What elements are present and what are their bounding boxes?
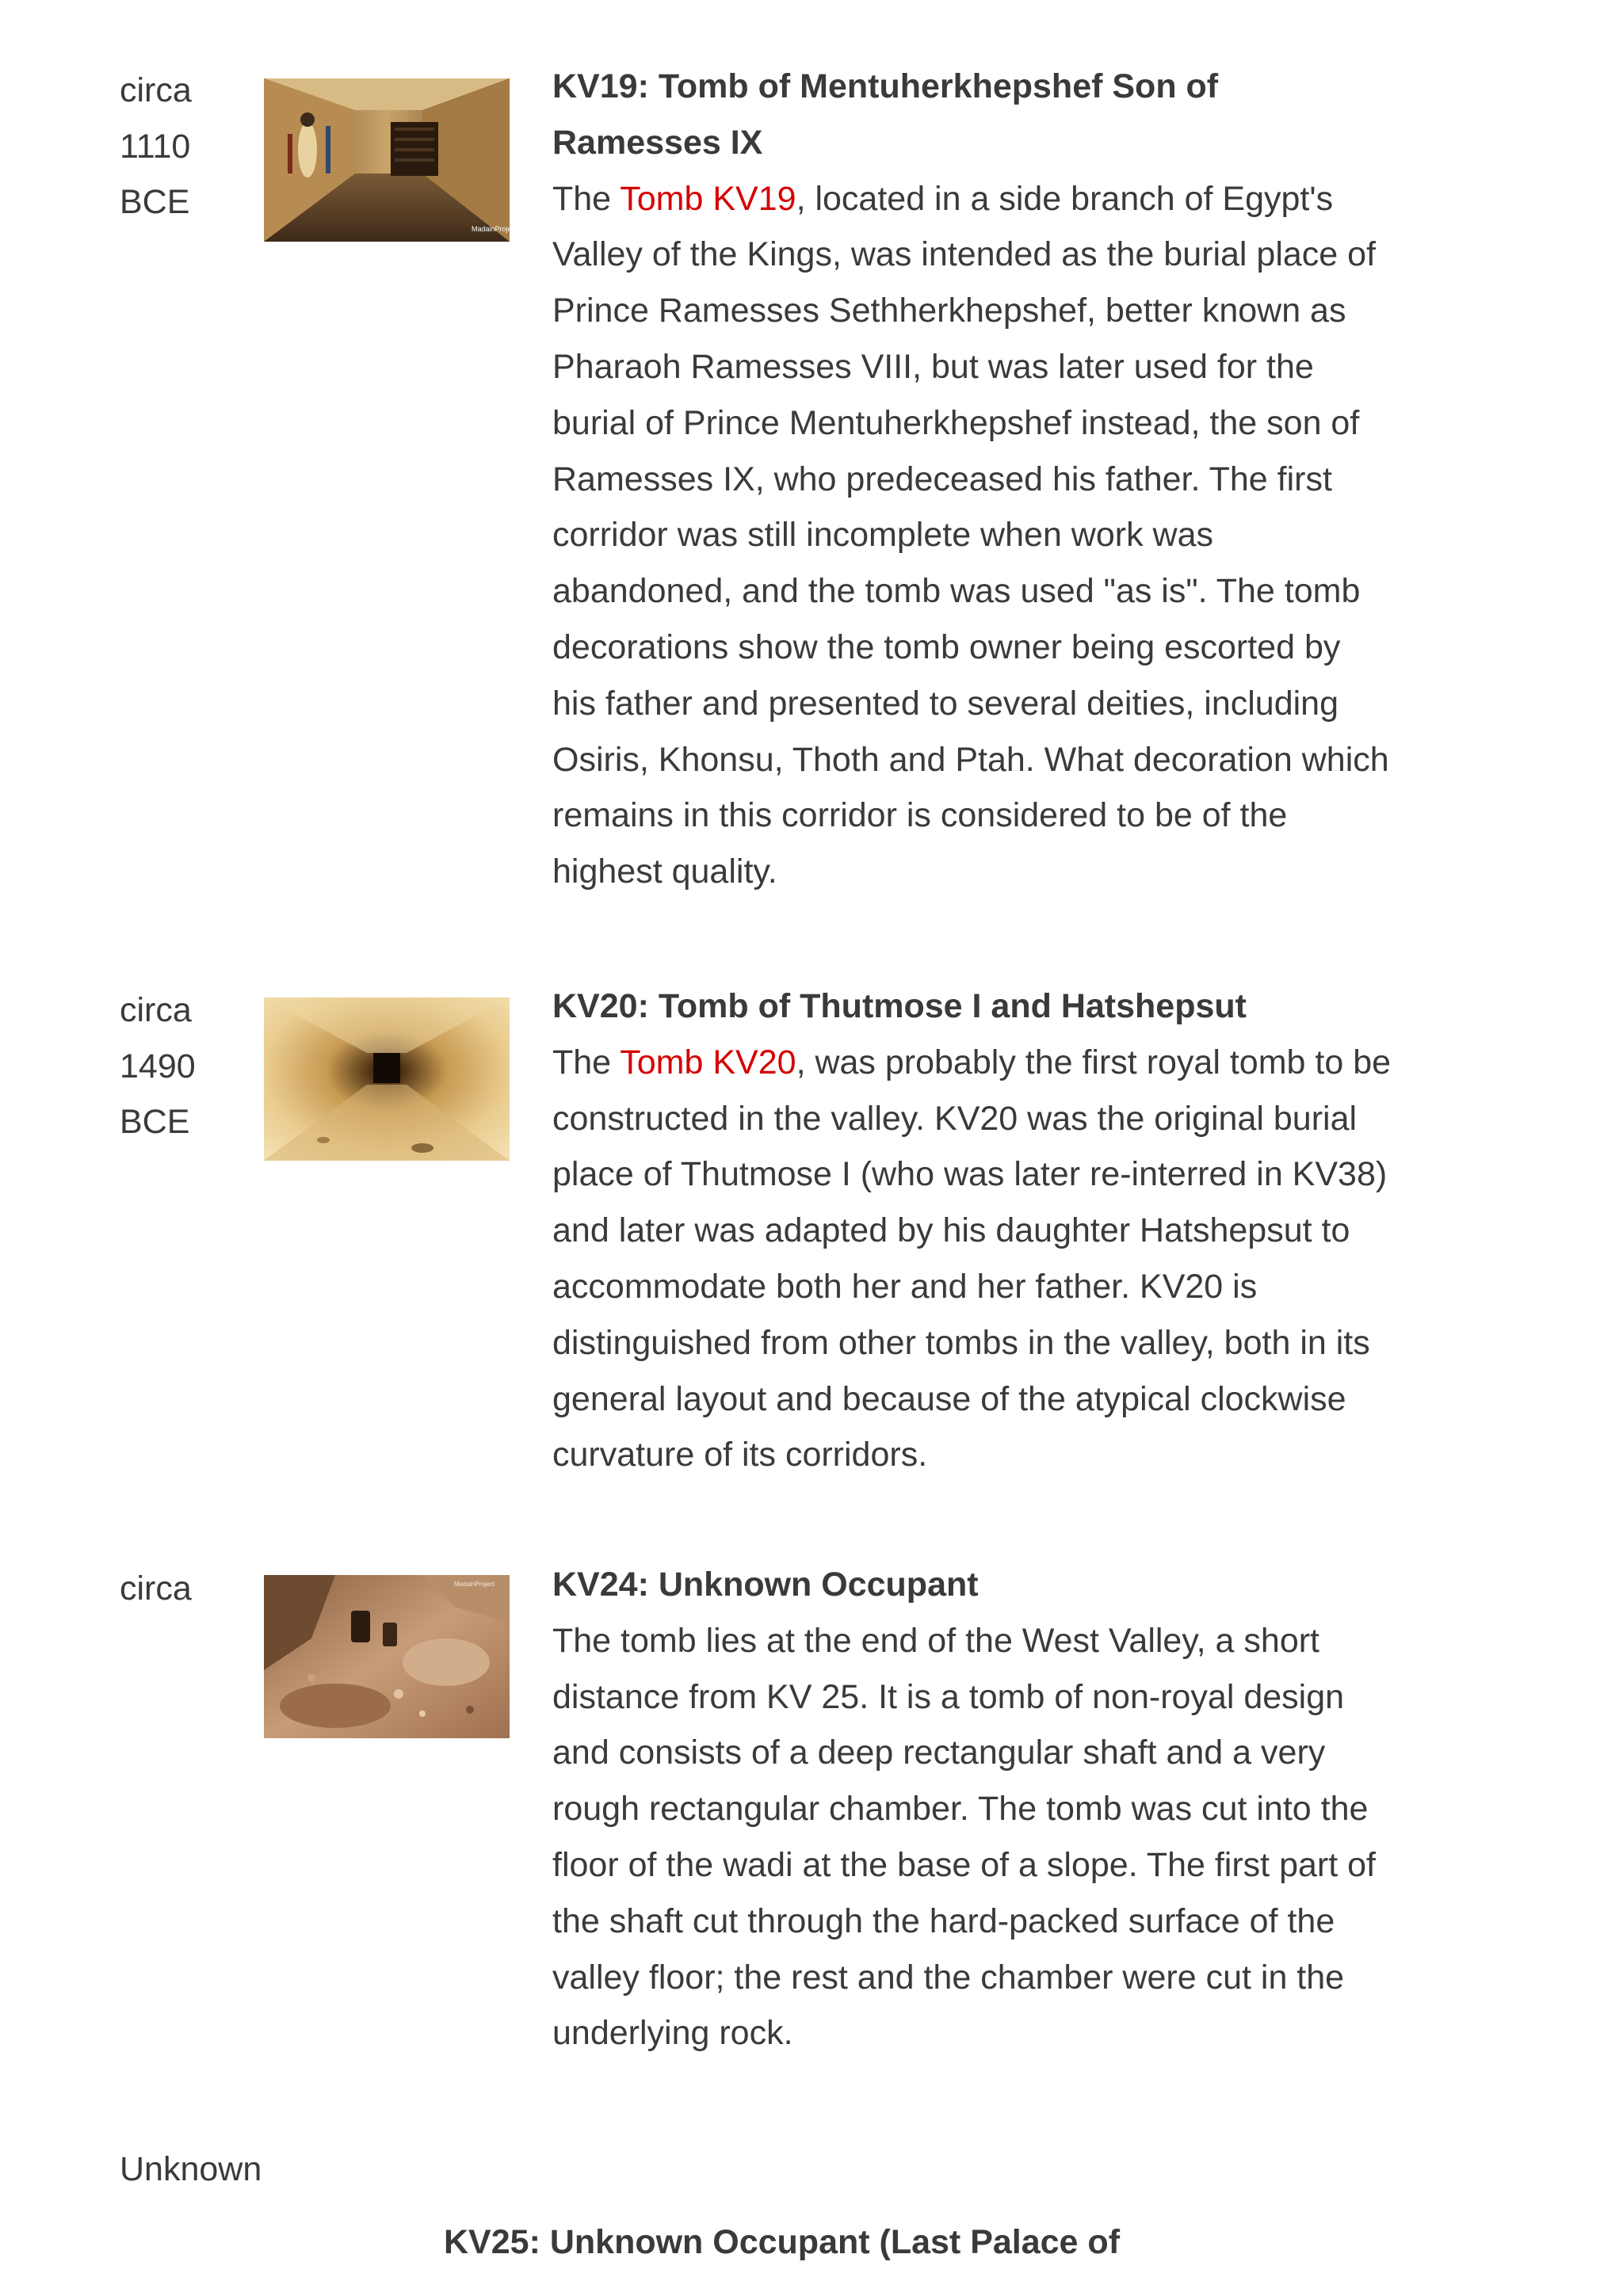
entry-date <box>120 982 239 1150</box>
date-line: 1110 <box>120 127 191 166</box>
date-line: circa <box>120 71 192 109</box>
next-entry-title-partial <box>444 2218 1157 2261</box>
tomb-kv19-link[interactable]: Tomb KV19 <box>620 179 796 218</box>
entry-date <box>120 1561 239 1617</box>
date-line: BCE <box>120 183 190 221</box>
entry-title: KV24: Unknown Occupant <box>552 1566 979 1604</box>
next-entry-date: Unknown <box>120 2150 262 2188</box>
entry-content <box>552 59 1392 900</box>
entry-date <box>120 63 239 231</box>
date-line: circa <box>120 991 192 1029</box>
image-watermark: MadainProject <box>454 1581 495 1588</box>
date-line: circa <box>120 1569 192 1608</box>
entry-title: KV20: Tomb of Thutmose I and Hatshepsut <box>552 987 1247 1025</box>
entry-content <box>552 978 1392 1483</box>
tomb-rock-image <box>264 1575 510 1738</box>
tomb-kv20-thumbnail[interactable] <box>264 997 510 1161</box>
entry-text-before: The <box>552 1043 621 1081</box>
next-entry-title-text: KV25: Unknown Occupant (Last Palace of <box>444 2223 1121 2261</box>
tomb-kv20-link[interactable]: Tomb KV20 <box>620 1043 796 1081</box>
date-line: 1490 <box>120 1047 196 1085</box>
entry-text-before: The <box>552 179 621 218</box>
date-line: BCE <box>120 1103 190 1141</box>
tomb-corridor-image <box>264 78 517 242</box>
entry-text: The tomb lies at the end of the West Valley, a short distance from KV 25. It is a tomb of non-royal design and consists of a deep rectangular shaft and a very rough rectangular chamber. The tomb was cut into the floor of the wadi at the base of a slope. The first part of the shaft cut through the hard-packed surface of the valley floor; the rest and the chamber were cut in the underlying rock. <box>552 1621 1376 2053</box>
entry-text-after: , located in a side branch of Egypt's Valley of the Kings, was intended as the burial place of Prince Ramesses Sethherkhepshef, better known as Pharaoh Ramesses VIII, but was later used for the burial of Prince Mentuherkhepshef instead, the son of Ramesses IX, who predeceased his father. The first corridor was still incomplete when work was abandoned, and the tomb was used "as is". The tomb decorations show the tomb owner being escorted by his father and presented to several deities, including Osiris, Khonsu, Thoth and Ptah. What decoration which remains in this corridor is considered to be of the highest quality. <box>552 179 1389 891</box>
entry-title: KV19: Tomb of Mentuherkhepshef Son of Ramesses IX <box>552 67 1219 162</box>
entry-content <box>552 1557 1392 2061</box>
tomb-kv24-thumbnail[interactable] <box>264 1575 510 1738</box>
tomb-corridor-image <box>264 997 510 1161</box>
tomb-kv19-thumbnail[interactable] <box>264 78 517 242</box>
entry-text-after: , was probably the first royal tomb to be constructed in the valley. KV20 was the original burial place of Thutmose I (who was later re-interred in KV38) and later was adapted by his daughter Hatshepsut to accommodate both her and her father. KV20 is distinguished from other tombs in the valley, both in its general layout and because of the atypical clockwise curvature of its corridors. <box>552 1043 1392 1474</box>
image-watermark: MadainProject <box>472 225 517 233</box>
